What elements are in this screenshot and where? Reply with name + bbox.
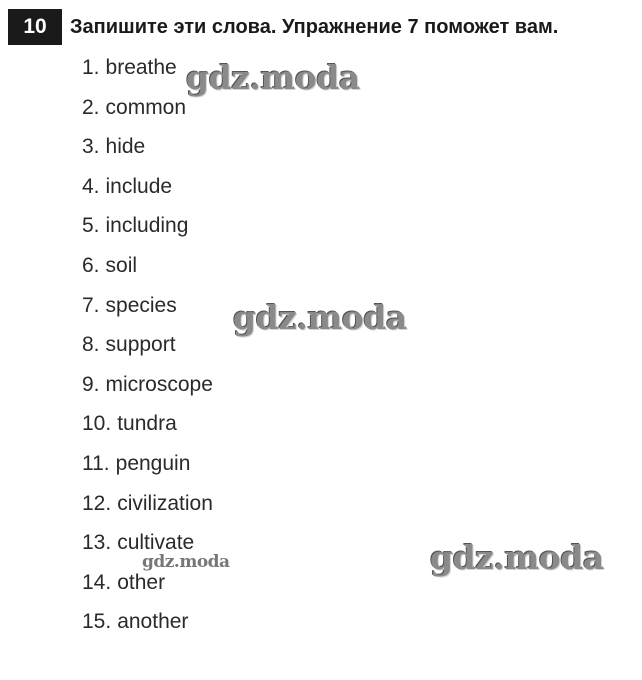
list-item <box>82 210 213 250</box>
list-item <box>82 290 213 330</box>
item-word: including <box>105 214 189 238</box>
list-item <box>82 92 213 132</box>
item-number: 7. <box>82 293 100 317</box>
item-number: 14. <box>82 570 112 594</box>
item-number: 1. <box>82 56 100 79</box>
watermark: gdz.moda <box>233 298 407 337</box>
item-number: 12. <box>82 491 112 515</box>
item-number: 11. <box>82 451 110 475</box>
item-word: hide <box>105 135 146 159</box>
item-word: tundra <box>117 412 177 436</box>
item-number: 6. <box>82 253 100 277</box>
list-item <box>82 448 213 488</box>
item-word: species <box>105 293 177 317</box>
list-item <box>82 369 213 409</box>
item-number: 9. <box>82 372 100 396</box>
item-word: other <box>117 570 166 594</box>
list-item <box>82 52 213 92</box>
item-word: soil <box>105 253 138 277</box>
list-item <box>82 606 213 646</box>
list-item <box>82 527 213 567</box>
list-item <box>82 488 213 528</box>
item-word: cultivate <box>117 531 195 555</box>
watermark: gdz.moda <box>186 58 360 97</box>
exercise-header <box>8 8 558 46</box>
watermark: gdz.moda <box>142 552 230 572</box>
item-word: breathe <box>105 56 177 79</box>
watermark: gdz.moda <box>430 538 604 577</box>
item-number: 15. <box>82 610 112 634</box>
list-item <box>82 171 213 211</box>
item-word: support <box>105 333 176 357</box>
item-word: include <box>105 174 173 198</box>
item-number: 8. <box>82 333 100 357</box>
list-item <box>82 329 213 369</box>
item-word: penguin <box>115 451 191 475</box>
exercise-instruction: Запишите эти слова. Упражнение 7 поможет вам. <box>70 15 559 38</box>
item-number: 10. <box>82 412 112 436</box>
item-number: 3. <box>82 135 100 159</box>
list-item <box>82 408 213 448</box>
item-word: microscope <box>105 372 213 396</box>
item-number: 5. <box>82 214 100 238</box>
item-word: common <box>105 95 187 119</box>
item-word: civilization <box>117 491 213 515</box>
exercise-number-badge: 10 <box>8 9 62 45</box>
word-list <box>82 52 213 646</box>
list-item <box>82 567 213 607</box>
item-number: 4. <box>82 174 100 198</box>
item-number: 2. <box>82 95 100 119</box>
item-number: 13. <box>82 531 112 555</box>
item-word: another <box>117 610 189 634</box>
list-item <box>82 131 213 171</box>
list-item <box>82 250 213 290</box>
